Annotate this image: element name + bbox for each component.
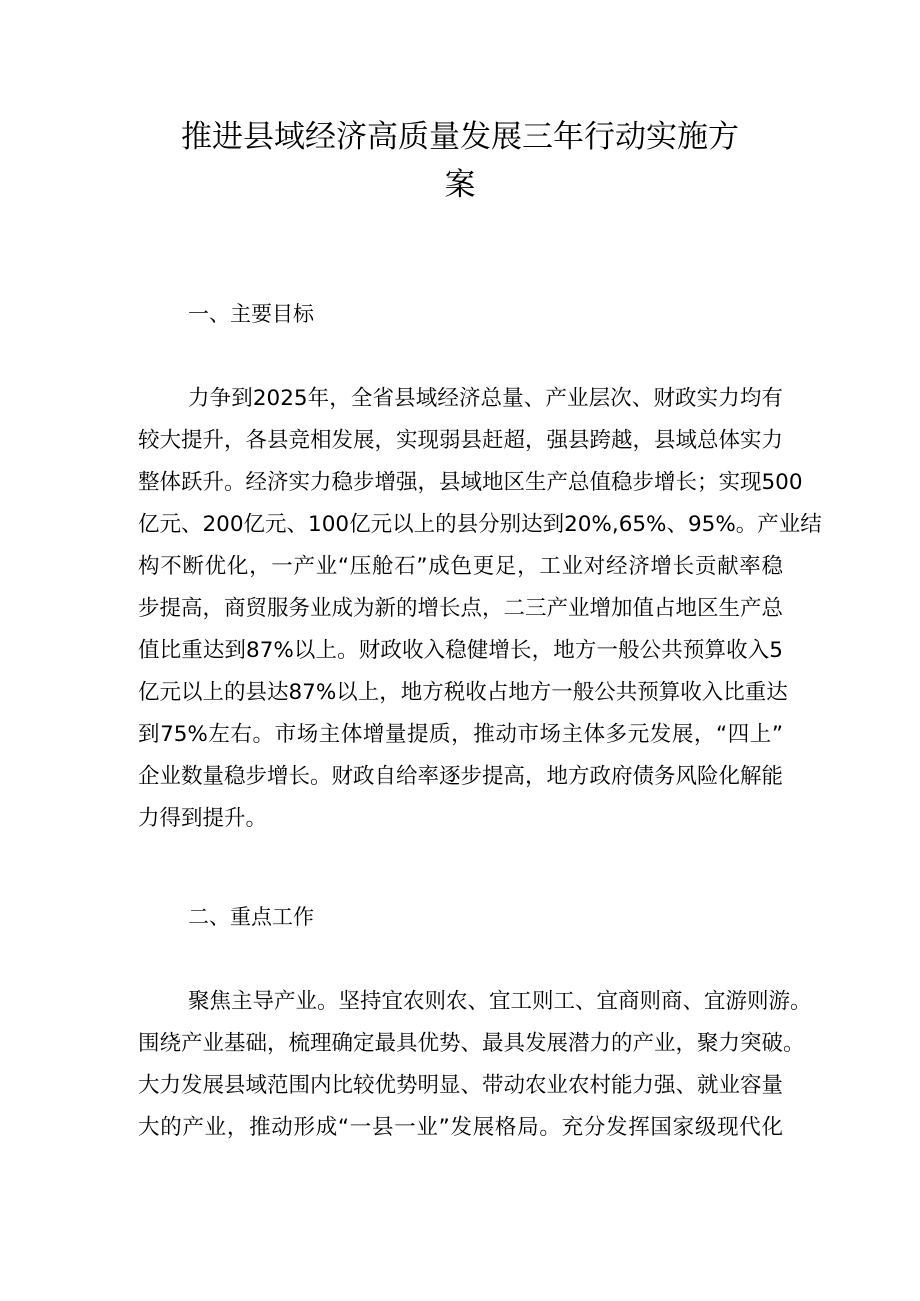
document-title-line-2: 案	[444, 167, 476, 203]
paragraph-line: 大的产业，推动形成“一县一业”发展格局。充分发挥国家级现代化	[138, 1115, 783, 1140]
paragraph-line: 构不断优化，一产业“压舱石”成色更足，工业对经济增长贡献率稳	[138, 554, 783, 579]
document-title-line-1: 推进县域经济高质量发展三年行动实施方	[181, 119, 739, 155]
paragraph-line: 亿元、200亿元、100亿元以上的县分别达到20%,65%、95%。产业结	[138, 512, 822, 537]
paragraph-line: 围绕产业基础，梳理确定最具优势、最具发展潜力的产业，聚力突破。	[138, 1031, 805, 1056]
paragraph-line: 值比重达到87%以上。财政收入稳健增长，地方一般公共预算收入5	[138, 638, 783, 663]
paragraph-line: 亿元以上的县达87%以上，地方税收占地方一般公共预算收入比重达	[138, 680, 788, 705]
paragraph-line: 力争到2025年，全省县域经济总量、产业层次、财政实力均有	[188, 386, 783, 411]
paragraph-line: 聚焦主导产业。坚持宜农则农、宜工则工、宜商则商、宜游则游。	[188, 989, 812, 1014]
paragraph-line: 企业数量稳步增长。财政自给率逐步提高，地方政府债务风险化解能	[138, 764, 784, 789]
paragraph-line: 力得到提升。	[138, 806, 268, 831]
paragraph-line: 大力发展县域范围内比较优势明显、带动农业农村能力强、就业容量	[138, 1073, 784, 1098]
paragraph-line: 到75%左右。市场主体增量提质，推动市场主体多元发展，“四上”	[138, 722, 783, 747]
section-heading-key-work: 二、重点工作	[188, 905, 314, 929]
paragraph-line: 整体跃升。经济实力稳步增强，县域地区生产总值稳步增长；实现500	[138, 470, 803, 495]
paragraph-line: 较大提升，各县竞相发展，实现弱县赶超，强县跨越，县域总体实力	[138, 428, 784, 453]
paragraph-line: 步提高，商贸服务业成为新的增长点，二三产业增加值占地区生产总	[138, 596, 784, 621]
section-heading-main-goals: 一、主要目标	[188, 302, 314, 326]
